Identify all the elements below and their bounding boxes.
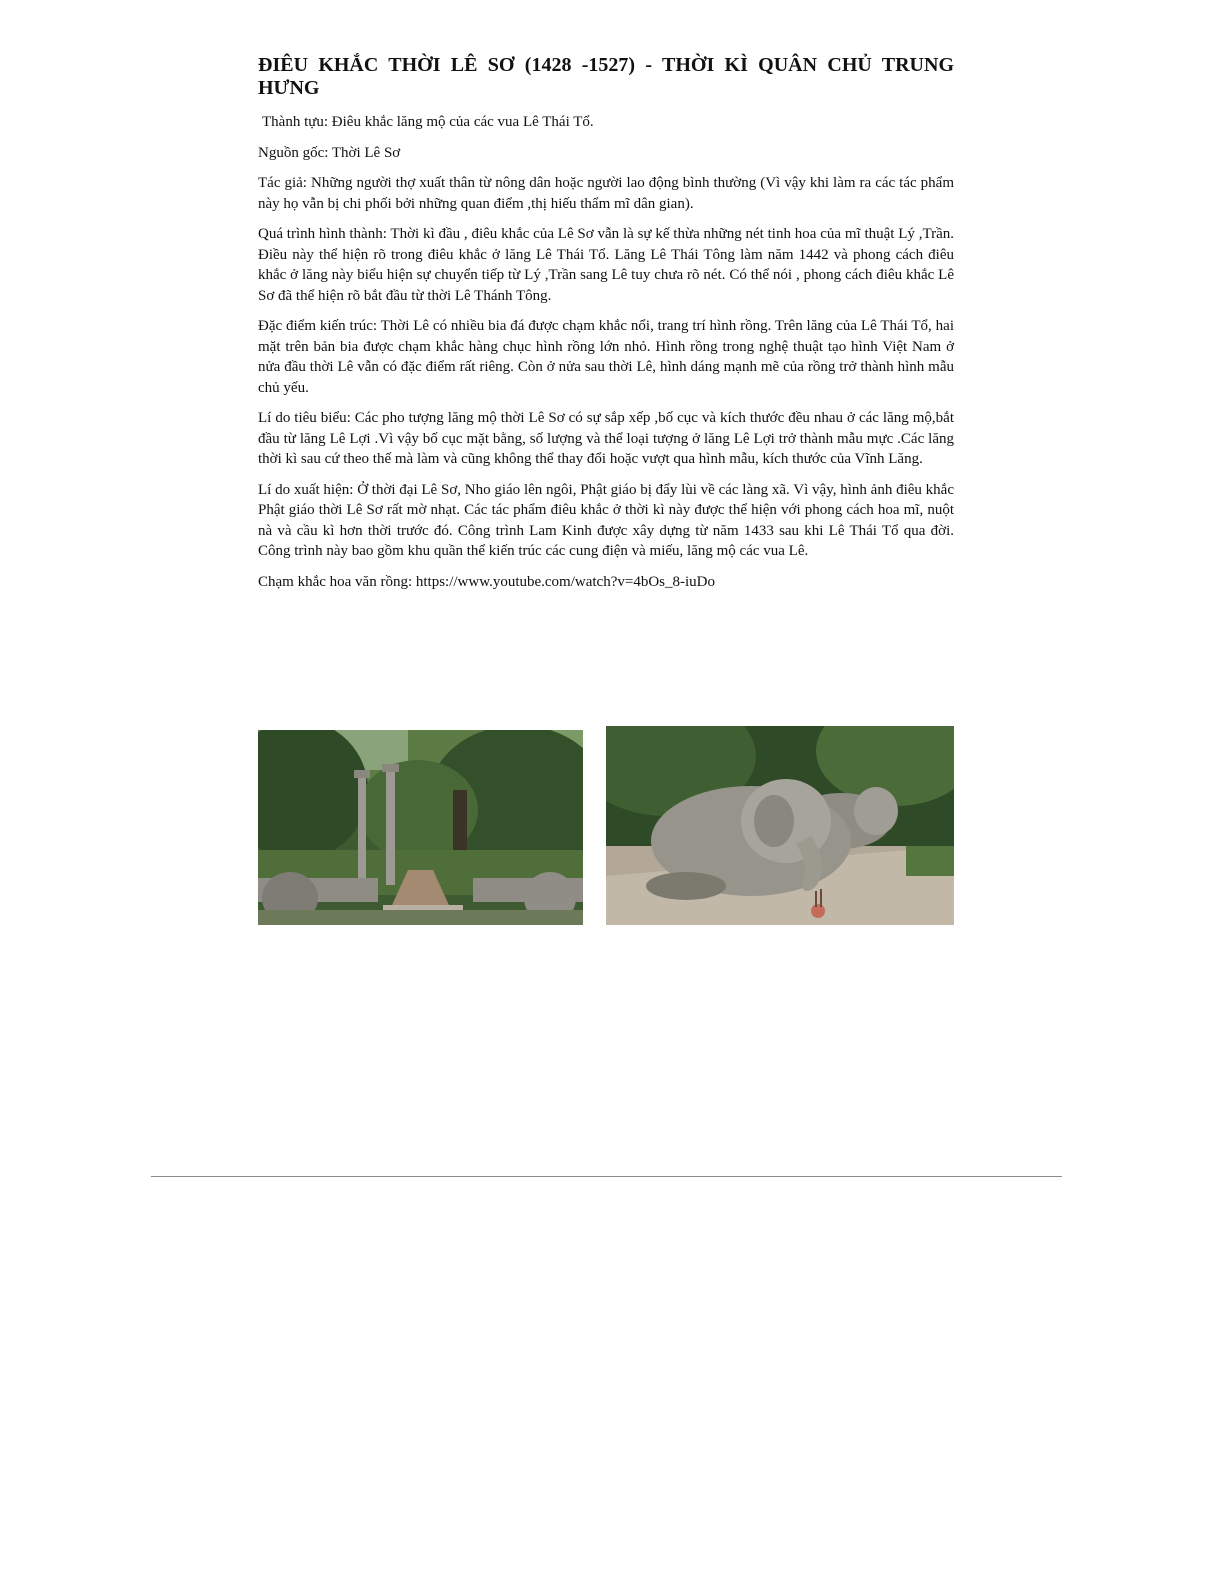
photo-stone-elephant [606, 726, 954, 925]
paragraph-dragon-carving-link: Chạm khắc hoa văn rồng: https://www.youtube.com/watch?v=4bOs_8-iuDo [258, 573, 715, 590]
photo-tomb-courtyard-image [258, 730, 583, 925]
paragraph-achievement: Thành tựu: Điêu khắc lăng mộ của các vua Lê Thái Tổ. [262, 114, 594, 130]
title-line-1: ĐIÊU KHẮC THỜI LÊ SƠ (1428 -1527) - THỜI KÌ QUÂN CHỦ TRUNG [258, 54, 954, 76]
paragraph-formation: Quá trình hình thành: Thời kì đầu , điêu khắc của Lê Sơ vẫn là sự kế thừa những nét tinh hoa của mĩ thuật Lý ,Trần. Điều này thể hiện rõ trong điêu khắc ở lăng Lê Thái Tổ. Lăng Lê Thái Tông làm năm 1442 và phong cách điêu khắc ở lăng này biểu hiện sự chuyển tiếp từ Lý ,Trần sang Lê tuy chưa rõ nét. Có thể nói , phong cách điêu khắc Lê Sơ đã thể hiện rõ bắt đầu từ thời Lê Thánh Tông. [258, 226, 954, 304]
paragraph-typical-reason: Lí do tiêu biểu: Các pho tượng lăng mộ thời Lê Sơ có sự sắp xếp ,bố cục và kích thước đều nhau ở các lăng mộ,bắt đầu từ lăng Lê Lợi .Vì vậy bố cục mặt bằng, số lượng và thể loại tượng ở lăng Lê Lợi trở thành mẫu mực .Các lăng thời kì sau cứ theo thế mà làm và cũng không thể thay đổi hoặc vượt qua hình mẫu, kích thước của Vĩnh Lăng. [258, 410, 954, 467]
photo-stone-elephant-image [606, 726, 954, 925]
document-title [258, 54, 954, 100]
paragraph-appearance-reason: Lí do xuất hiện: Ở thời đại Lê Sơ, Nho giáo lên ngôi, Phật giáo bị đẩy lùi về các làng xã. Vì vậy, hình ảnh điêu khắc Phật giáo thời Lê Sơ rất mờ nhạt. Các tác phẩm điêu khắc ở thời kì này được thể hiện với phong cách hoa mĩ, nuột nà và cầu kì hơn thời trước đó. Công trình Lam Kinh được xây dựng từ năm 1433 sau khi Lê Thái Tổ qua đời. Công trình này bao gồm khu quần thể kiến trúc các cung điện và miếu, lăng mộ các vua Lê. [258, 481, 954, 559]
title-line-2: HƯNG [258, 77, 320, 99]
paragraph-architecture: Đặc điểm kiến trúc: Thời Lê có nhiều bia đá được chạm khắc nổi, trang trí hình rồng. Trên lăng của Lê Thái Tổ, hai mặt trên bản bia được chạm khắc hàng chục hình rồng lớn nhỏ. Hình rồng trong nghệ thuật tạo hình Việt Nam ở nửa đầu thời Lê vẫn có đặc điểm rất riêng. Còn ở nửa sau thời Lê, hình dáng mạnh mẽ của rồng trở thành hình mẫu chủ yếu. [258, 318, 954, 396]
photo-row [258, 726, 954, 926]
paragraph-author: Tác giả: Những người thợ xuất thân từ nông dân hoặc người lao động bình thường (Vì vậy khi làm ra các tác phẩm này họ vẫn bị chi phối bởi những quan điểm ,thị hiếu thẩm mĩ dân gian). [258, 175, 954, 212]
photo-tomb-courtyard [258, 730, 583, 925]
footer-divider [151, 1176, 1062, 1177]
document-body [258, 54, 954, 602]
paragraph-origin: Nguồn gốc: Thời Lê Sơ [258, 144, 401, 161]
